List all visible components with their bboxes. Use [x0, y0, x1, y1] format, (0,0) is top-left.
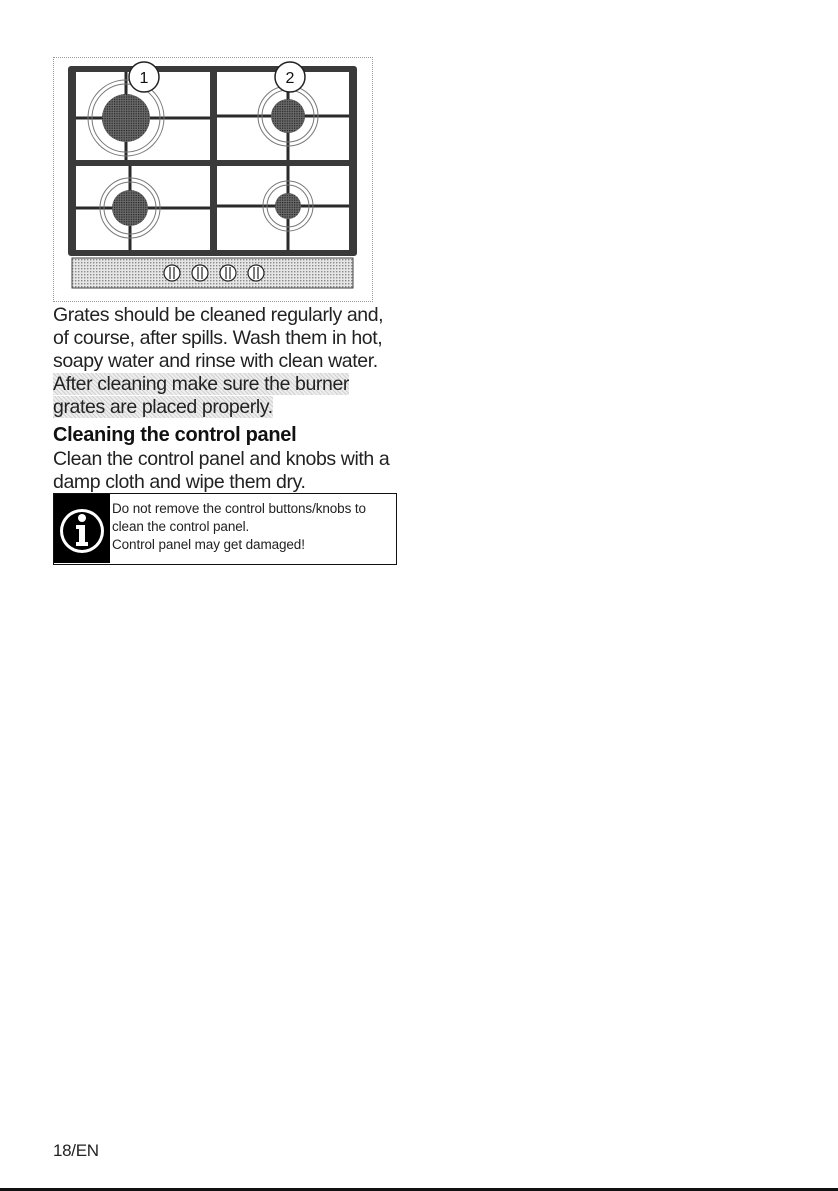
- callout-2-label: 2: [285, 70, 295, 87]
- grates-highlight-paragraph: [53, 373, 398, 419]
- burner-front-left: [112, 190, 148, 226]
- control-panel: [72, 258, 353, 288]
- hob-illustration: [53, 57, 373, 302]
- info-icon: [54, 494, 110, 563]
- page-number: 18/EN: [53, 1141, 99, 1160]
- note-line: Control panel may get damaged!: [112, 537, 305, 552]
- note-line: clean the control panel.: [112, 519, 250, 534]
- callout-1-label: 1: [139, 70, 149, 87]
- grates-paragraph: Grates should be cleaned regularly and, of course, after spills. Wash them in hot, soapy water and rinse with clean water.: [53, 304, 384, 372]
- control-panel-paragraph: Clean the control panel and knobs with a damp cloth and wipe them dry.: [53, 448, 390, 493]
- note-line: Do not remove the control buttons/knobs to: [112, 501, 366, 516]
- highlighted-text: After cleaning make sure the burner grates are placed properly.: [53, 373, 350, 418]
- burner-large: [102, 94, 150, 142]
- gas-hob-drawing: [54, 58, 372, 301]
- section-heading: Cleaning the control panel: [53, 424, 297, 446]
- burner-back-right: [271, 99, 305, 133]
- burner-small: [275, 193, 301, 219]
- info-note: [53, 493, 397, 565]
- note-text: [112, 500, 394, 554]
